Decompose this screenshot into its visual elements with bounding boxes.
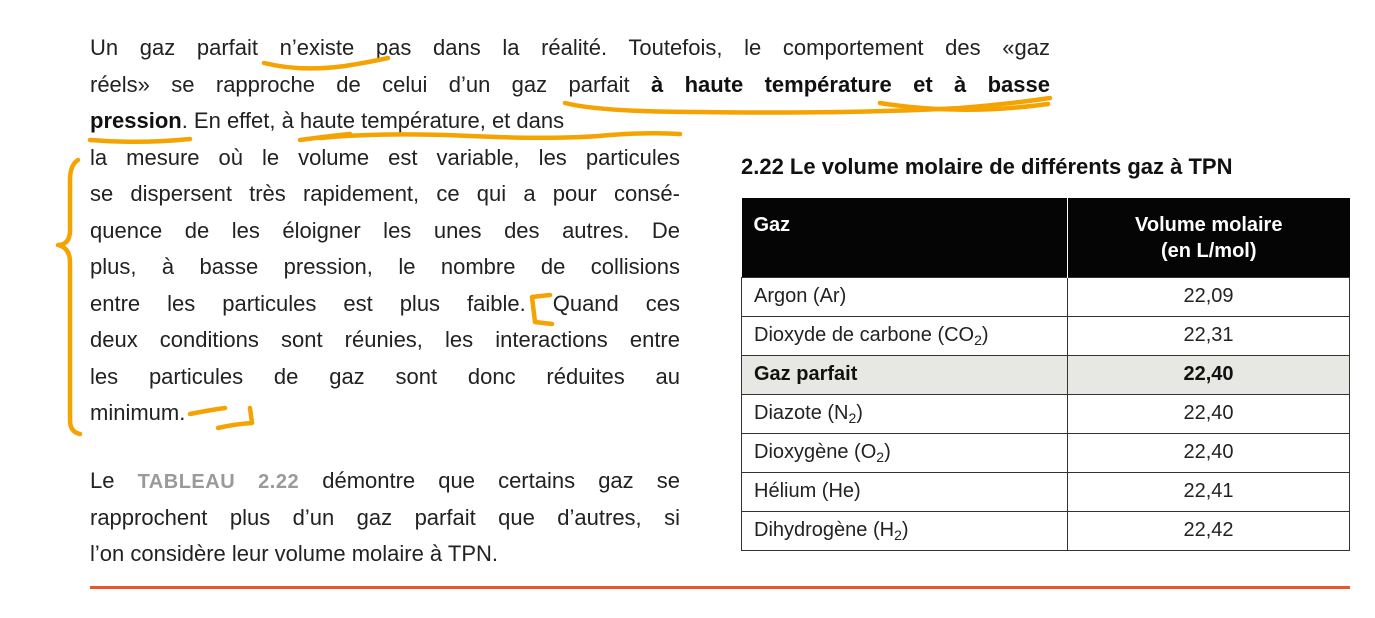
- column-header-volume-line-1: Volume molaire: [1135, 214, 1283, 236]
- intro-line-8: entre les particules est plus faible. Quand ces: [90, 290, 680, 316]
- intro-line-6: quence de les éloigner les unes des autres. De: [90, 217, 680, 243]
- table-row-highlighted: [742, 355, 1350, 394]
- molar-volume-cell: 22,09: [1068, 277, 1350, 316]
- intro-line-2-text: réels» se rapproche de celui d’un gaz parfait: [90, 71, 651, 97]
- molar-volume-cell: 22,42: [1068, 511, 1350, 550]
- intro-line-3-text: . En effet, à haute température, et dans: [181, 108, 565, 133]
- intro-line-11: minimum.: [90, 400, 186, 425]
- gas-name-cell: Dioxygène $(O_2)$: [742, 433, 1068, 472]
- table-row: [742, 511, 1350, 550]
- gas-name-cell: Dioxyde de carbone $(CO_2)$: [742, 316, 1068, 355]
- gas-name-cell: Gaz parfait: [742, 355, 1068, 394]
- molar-volume-cell: 22,31: [1068, 316, 1350, 355]
- molar-volume-cell: 22,40: [1068, 433, 1350, 472]
- conclusion-line-1-text: Le: [90, 468, 138, 493]
- table-row: [742, 277, 1350, 316]
- gas-name-cell: Dihydrogène $(H_2)$: [742, 511, 1068, 550]
- intro-bold-phrase: à haute température et à basse: [650, 71, 1050, 97]
- intro-line-9: deux conditions sont réunies, les interactions entre: [90, 327, 680, 352]
- column-header-gas: Gaz: [742, 198, 1068, 277]
- gas-name-cell: Hélium (He): [742, 472, 1068, 511]
- intro-line-4: la mesure où le volume est variable, les particules: [90, 144, 680, 170]
- molar-volume-cell: 22,40: [1068, 394, 1350, 433]
- section-divider-rule: [90, 586, 1350, 589]
- table-row: [742, 394, 1350, 433]
- conclusion-line-2: rapprochent plus d’un gaz parfait que d’autres, si: [90, 504, 680, 530]
- table-row: [742, 472, 1350, 511]
- conclusion-line-3: l’on considère leur volume molaire à TPN.: [90, 541, 498, 566]
- molar-volume-cell: 22,40: [1068, 355, 1350, 394]
- brace-left: [58, 160, 80, 434]
- intro-line-10: les particules de gaz sont donc réduites au: [90, 363, 680, 389]
- molar-volume-cell: 22,41: [1068, 472, 1350, 511]
- intro-bold-word: pression: [90, 108, 182, 133]
- gas-name-cell: Argon (Ar): [742, 277, 1068, 316]
- table-row: [742, 316, 1350, 355]
- intro-line-5: se dispersent très rapidement, ce qui a pour consé-: [90, 181, 680, 206]
- gas-molar-volume-table: [741, 198, 1350, 551]
- table-reference[interactable]: TABLEAU 2.22: [137, 471, 300, 493]
- gas-name-cell: Diazote $(N_2)$: [742, 394, 1068, 433]
- table-row: [742, 433, 1350, 472]
- intro-line-3: [90, 103, 564, 140]
- table-title: 2.22 Le volume molaire de différents gaz à TPN: [741, 154, 1233, 179]
- intro-line-1: Un gaz parfait n’existe pas dans la réalité. Toutefois, le comportement des «gaz: [90, 35, 1050, 60]
- column-header-volume-unit: (en L/mol): [1160, 240, 1257, 262]
- table-header-row: [742, 198, 1350, 277]
- intro-line-7: plus, à basse pression, le nombre de collisions: [90, 254, 680, 279]
- column-header-volume: [1068, 198, 1350, 277]
- conclusion-line-1-rest: démontre que certains gaz se: [299, 468, 681, 493]
